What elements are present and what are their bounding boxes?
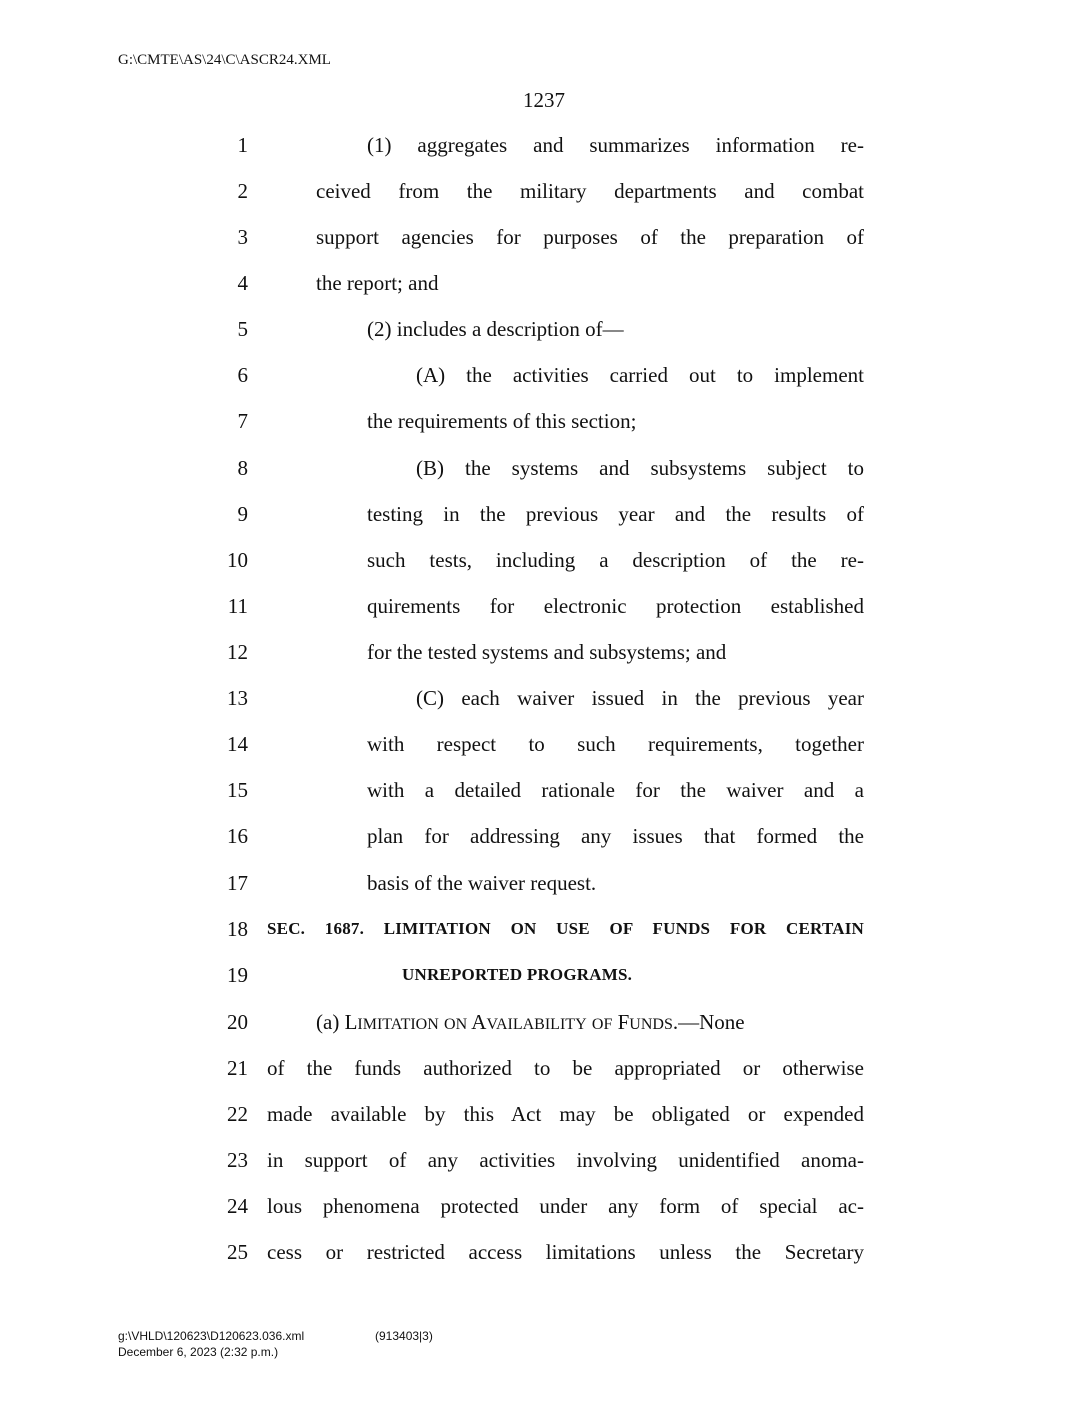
small-caps-glyph: O: [444, 1016, 456, 1033]
small-caps-glyph: L: [512, 1016, 523, 1033]
line-number: 24: [227, 1194, 248, 1218]
subsection-line: [316, 1007, 745, 1040]
line-number: 13: [227, 686, 248, 710]
text-line: [0, 499, 1088, 529]
small-caps-glyph: M: [362, 1016, 377, 1033]
small-caps-glyph: L: [550, 1016, 560, 1033]
text-line: [0, 130, 1088, 160]
line-number: 16: [227, 824, 248, 848]
document-footer: [118, 1328, 433, 1360]
text-line: [0, 176, 1088, 206]
line-text: (C) each waiver issued in the previous year: [416, 686, 864, 710]
line-text: (2) includes a description of—: [367, 317, 624, 341]
line-number: 25: [227, 1240, 248, 1264]
small-caps-glyph: T: [565, 1016, 576, 1033]
line-text: testing in the previous year and the results of: [367, 502, 864, 526]
text-line: [0, 360, 1088, 390]
small-caps-glyph: T: [400, 1016, 411, 1033]
text-line: [0, 453, 1088, 483]
line-text: support agencies for purposes of the preparation of: [316, 225, 864, 249]
footer-document-code: (913403|3): [375, 1329, 433, 1343]
section-heading-continued: UNREPORTED PROGRAMS.: [402, 965, 633, 984]
small-caps-glyph: I: [507, 1016, 513, 1033]
subsection-label: (a): [316, 1010, 345, 1034]
text-line: [0, 683, 1088, 713]
small-caps-glyph: N: [640, 1016, 653, 1033]
small-caps-glyph: A: [390, 1016, 401, 1033]
small-caps-glyph: O: [591, 1016, 604, 1033]
text-line: [0, 1237, 1088, 1267]
text-line: [0, 268, 1088, 298]
text-line: [0, 1145, 1088, 1175]
line-number: 9: [237, 502, 248, 526]
line-text: such tests, including a description of the re-: [367, 548, 864, 572]
text-line: [0, 775, 1088, 805]
section-heading: SEC. 1687. LIMITATION ON USE OF FUNDS FOR CERTAIN: [267, 919, 864, 938]
line-number: 1: [237, 133, 248, 157]
text-line: [0, 1191, 1088, 1221]
text-line: [0, 868, 1088, 898]
line-text: ceived from the military departments and combat: [316, 179, 864, 203]
line-text: of the funds authorized to be appropriated or otherwise: [267, 1056, 864, 1080]
line-number: 19: [227, 963, 248, 987]
line-number: 5: [237, 317, 248, 341]
section-heading-line: [0, 960, 1088, 990]
text-line: [0, 729, 1088, 759]
line-text: plan for addressing any issues that formed the: [367, 824, 864, 848]
text-line: [0, 821, 1088, 851]
line-text: basis of the waiver request.: [367, 871, 597, 895]
subsection-heading-small-caps: [345, 1010, 679, 1034]
text-line: [0, 545, 1088, 575]
text-line: [0, 314, 1088, 344]
line-number: 7: [237, 409, 248, 433]
small-caps-glyph: I: [559, 1016, 566, 1033]
line-number: 8: [237, 456, 248, 480]
line-text: with respect to such requirements, together: [367, 732, 864, 756]
small-caps-glyph: I: [376, 1016, 383, 1033]
line-text: (B) the systems and subsystems subject to: [416, 456, 864, 480]
small-caps-glyph: I: [410, 1016, 416, 1033]
line-number: 17: [227, 871, 248, 895]
line-text: in support of any activities involving unidentified anoma-: [267, 1148, 864, 1172]
page-number: 1237: [523, 88, 565, 112]
line-number: 10: [227, 548, 248, 572]
section-heading-line: [0, 914, 1088, 944]
small-caps-glyph: U: [629, 1016, 641, 1033]
small-caps-glyph: I: [544, 1016, 551, 1033]
small-caps-glyph: A: [522, 1016, 535, 1033]
small-caps-glyph: F: [617, 1010, 630, 1034]
small-caps-glyph: .: [672, 1010, 679, 1034]
small-caps-glyph: F: [603, 1016, 613, 1033]
document-path-header: G:\CMTE\AS\24\C\ASCR24.XML: [118, 52, 331, 68]
subsection-dash-text: —None: [678, 1010, 745, 1034]
small-caps-glyph: V: [486, 1016, 496, 1033]
line-number: 23: [227, 1148, 248, 1172]
line-text: made available by this Act may be obligated or expended: [267, 1102, 864, 1126]
line-text: (1) aggregates and summarizes information re-: [367, 133, 864, 157]
line-text: (A) the activities carried out to implement: [416, 363, 864, 387]
line-number: 6: [237, 363, 248, 387]
small-caps-glyph: B: [534, 1016, 545, 1033]
line-number: 2: [237, 179, 248, 203]
line-text: cess or restricted access limitations unless the Secretary: [267, 1240, 864, 1264]
small-caps-glyph: N: [427, 1016, 439, 1033]
small-caps-glyph: Y: [575, 1016, 587, 1033]
line-number: 21: [227, 1056, 248, 1080]
line-number: 14: [227, 732, 248, 756]
text-line: [0, 222, 1088, 252]
small-caps-glyph: I: [357, 1016, 363, 1033]
text-line: [0, 591, 1088, 621]
footer-file-path: g:\VHLD\120623\D120623.036.xml: [118, 1329, 305, 1343]
text-line: [0, 1007, 1088, 1037]
line-text: lous phenomena protected under any form of special ac-: [267, 1194, 864, 1218]
text-line: [0, 406, 1088, 436]
small-caps-glyph: D: [652, 1016, 664, 1033]
text-line: [0, 1099, 1088, 1129]
footer-date: December 6, 2023 (2:32 p.m.): [118, 1345, 279, 1359]
small-caps-glyph: A: [495, 1016, 508, 1033]
line-number: 4: [237, 271, 248, 295]
line-text: with a detailed rationale for the waiver and a: [367, 778, 864, 802]
line-number: 11: [227, 594, 248, 618]
line-number: 20: [227, 1010, 248, 1034]
small-caps-glyph: L: [344, 1010, 358, 1034]
small-caps-glyph: A: [471, 1010, 487, 1034]
line-text: for the tested systems and subsystems; and: [367, 640, 727, 664]
small-caps-glyph: O: [415, 1016, 428, 1033]
line-number: 12: [227, 640, 248, 664]
text-line: [0, 637, 1088, 667]
line-text: the report; and: [316, 271, 439, 295]
line-number: 22: [227, 1102, 248, 1126]
text-line: [0, 1053, 1088, 1083]
small-caps-glyph: T: [382, 1016, 391, 1033]
small-caps-glyph: S: [663, 1016, 673, 1033]
line-number: 18: [227, 917, 248, 941]
line-number: 3: [237, 225, 248, 249]
small-caps-glyph: N: [455, 1016, 468, 1033]
line-text: the requirements of this section;: [367, 409, 637, 433]
line-text: quirements for electronic protection established: [367, 594, 864, 618]
line-number: 15: [227, 778, 248, 802]
